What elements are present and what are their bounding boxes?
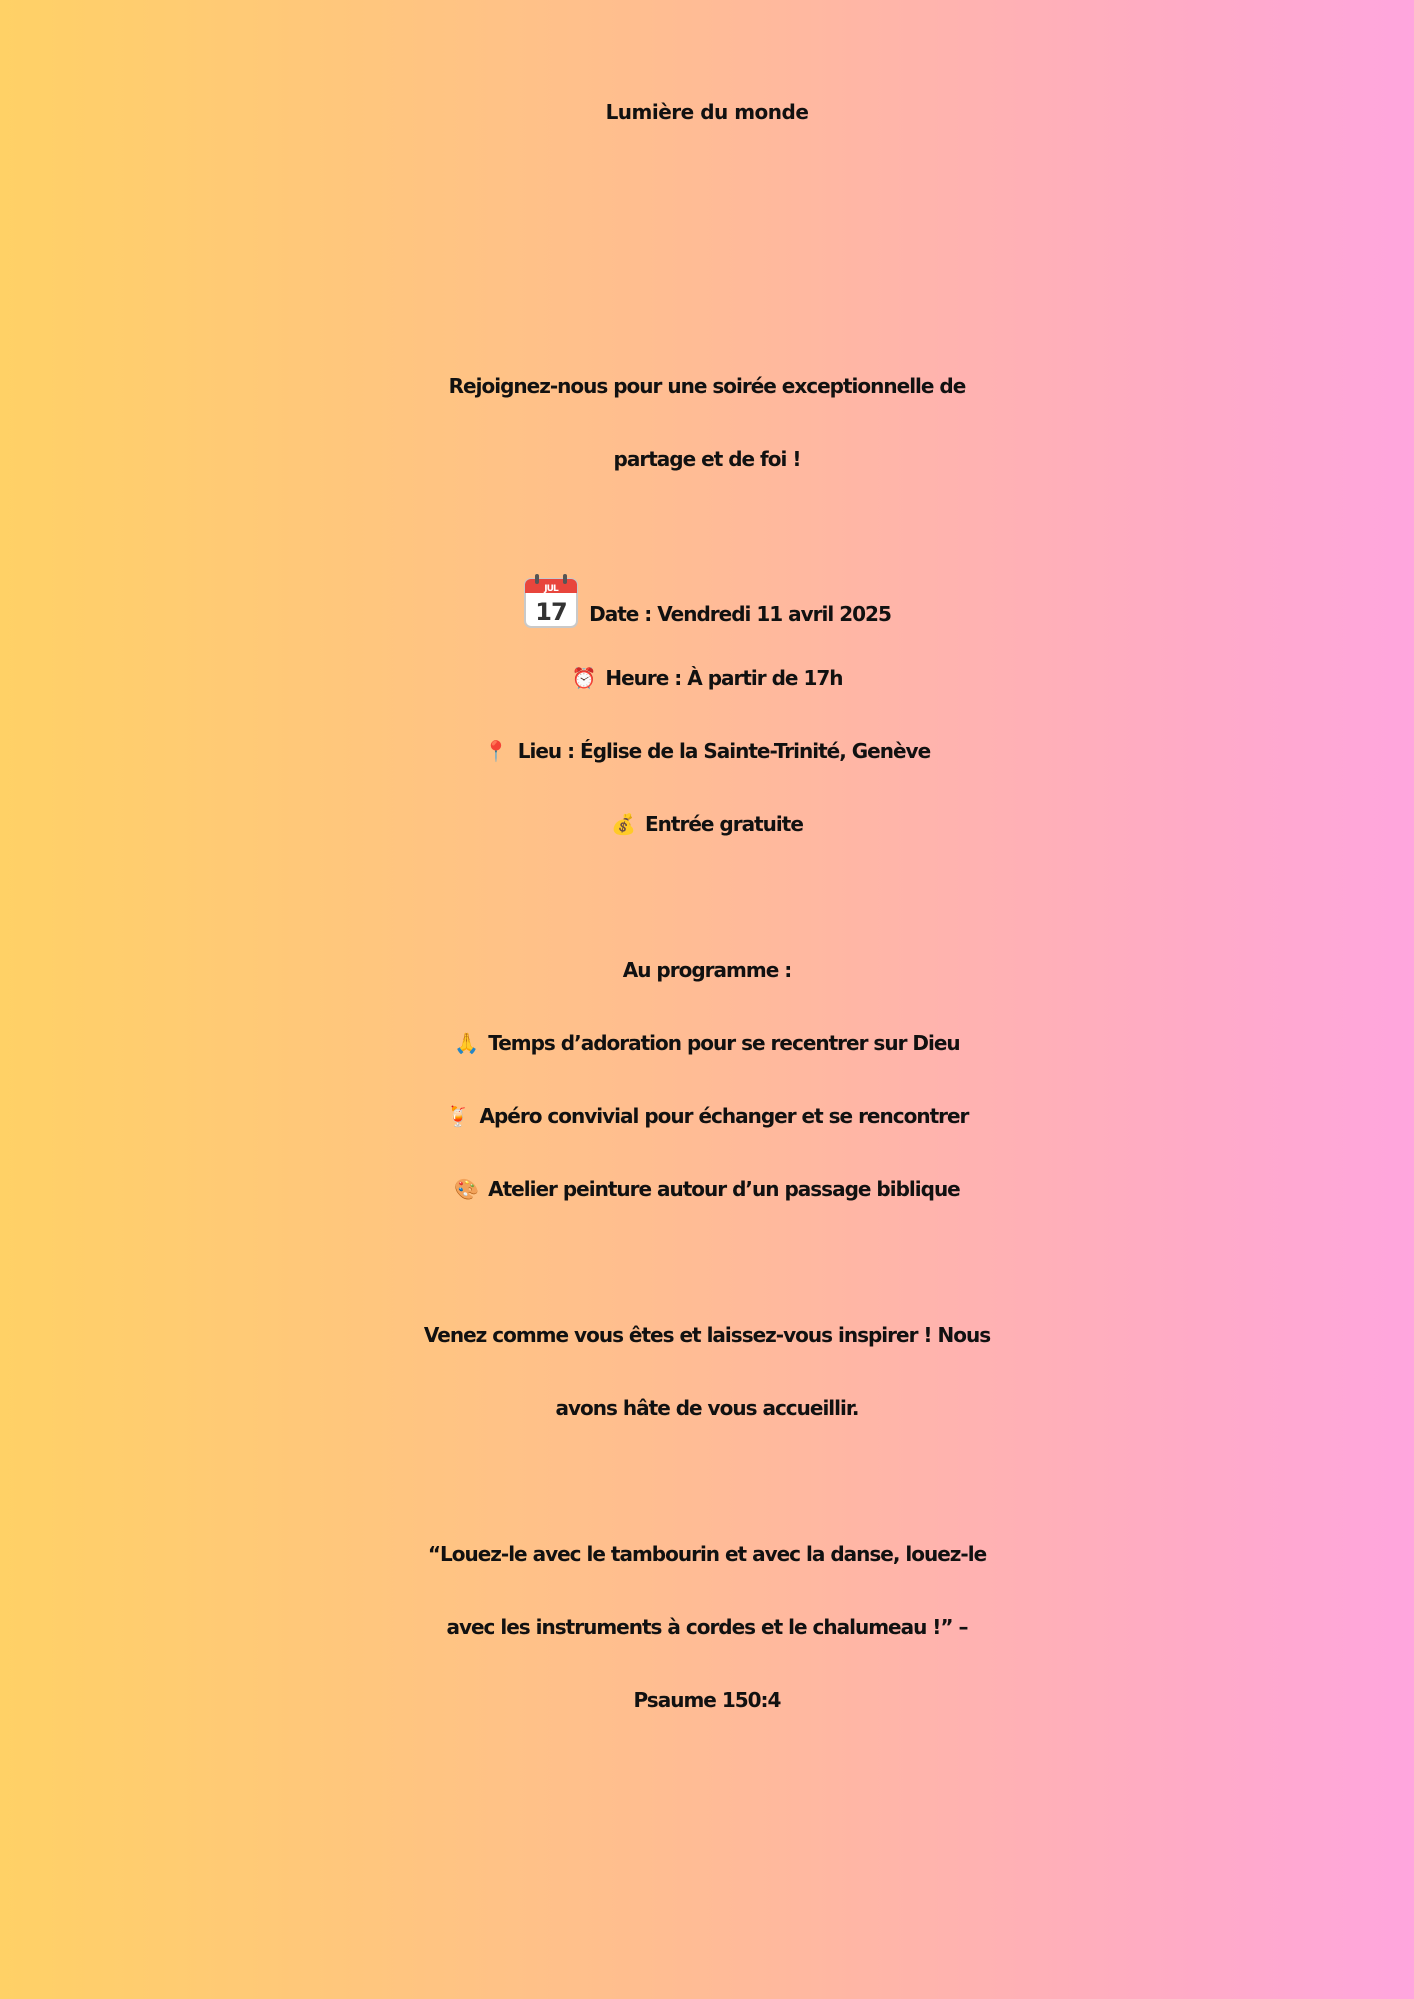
quote-line-2: avec les instruments à cordes et le chalumeau !” – [446,1615,968,1639]
date-text: Date : Vendredi 11 avril 2025 [589,602,891,626]
price-text: Entrée gratuite [645,812,803,836]
place-line [0,719,1414,783]
price-line [0,792,1414,856]
quote-line-3: Psaume 150:4 [633,1688,781,1712]
money-bag-icon: 💰 [611,812,636,836]
time-line [0,646,1414,710]
calendar-month: JUL [544,584,558,594]
program-item [0,1011,1414,1075]
time-text: Heure : À partir de 17h [605,666,843,690]
program-item [0,1084,1414,1148]
alarm-clock-icon: ⏰ [571,666,596,690]
palette-icon: 🎨 [454,1177,479,1201]
pushpin-icon: 📍 [483,739,508,763]
program-item-text: Apéro convivial pour échanger et se rencontrer [479,1104,969,1128]
place-text: Lieu : Église de la Sainte-Trinité, Genève [517,739,931,763]
intro-line-1: Rejoignez-nous pour une soirée exceptionnelle de [448,374,966,398]
calendar-day: 17 [535,598,567,626]
poster-title: Lumière du monde [605,100,809,124]
praying-hands-icon: 🙏 [454,1031,479,1055]
program-heading: Au programme : [622,958,792,982]
tropical-drink-icon: 🍹 [445,1104,470,1128]
date-line [0,573,1414,646]
program-item [0,1157,1414,1221]
calendar-icon [523,573,579,629]
intro-line-2: partage et de foi ! [613,447,801,471]
invitation-line-2: avons hâte de vous accueillir. [555,1396,859,1420]
quote-line-1: “Louez-le avec le tambourin et avec la danse, louez-le [427,1542,987,1566]
invitation-line-1: Venez comme vous êtes et laissez-vous inspirer ! Nous [423,1323,991,1347]
program-item-text: Atelier peinture autour d’un passage biblique [488,1177,960,1201]
program-item-text: Temps d’adoration pour se recentrer sur Dieu [488,1031,960,1055]
